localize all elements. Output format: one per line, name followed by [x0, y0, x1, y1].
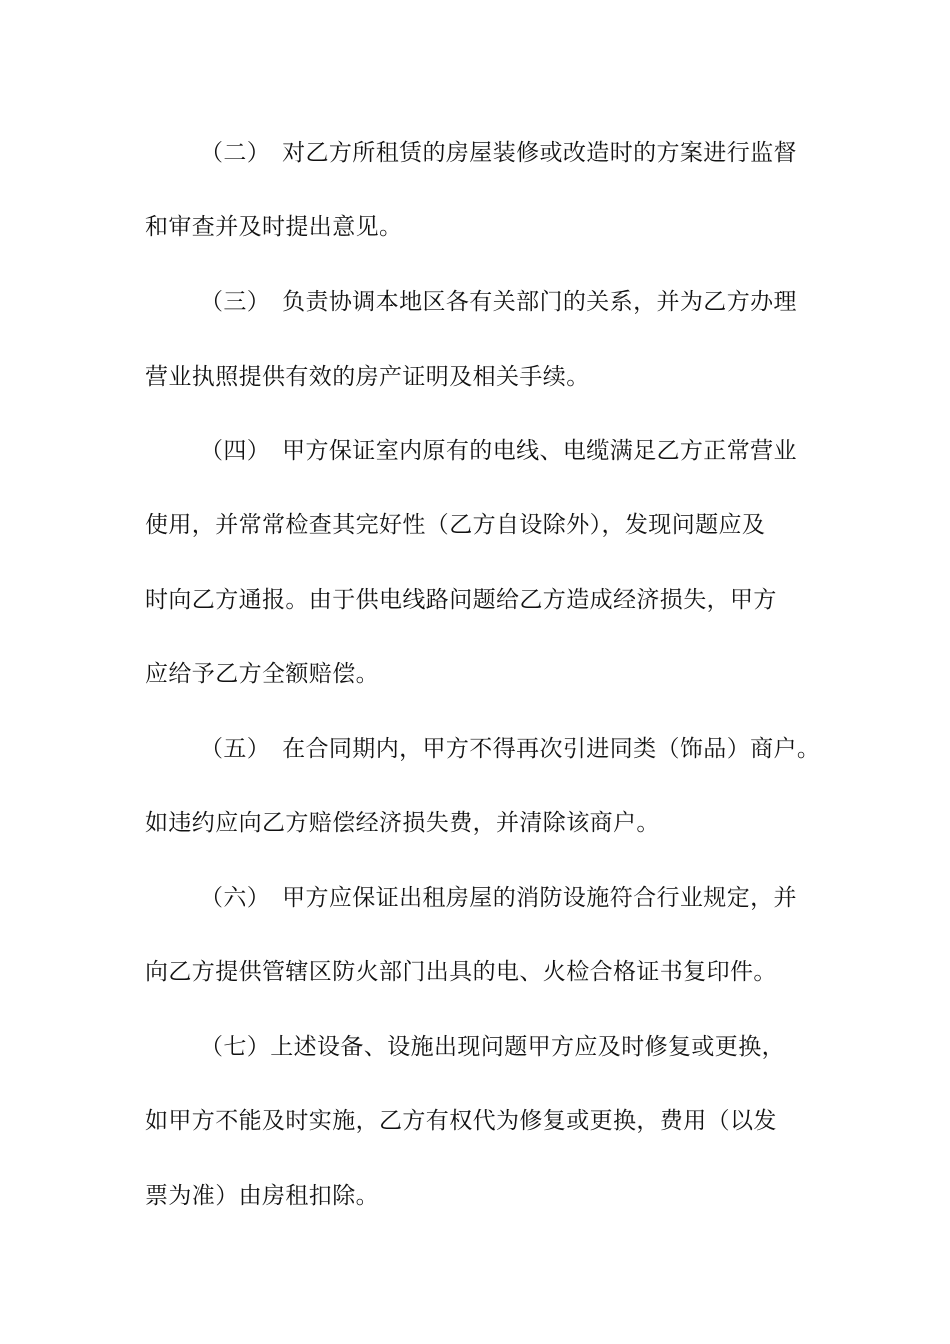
clause-5-line-2: 如违约应向乙方赔偿经济损失费，并清除该商户。	[145, 810, 660, 836]
clause-4-line-2: 使用，并常常检查其完好性（乙方自设除外），发现问题应及	[145, 512, 766, 538]
clause-6-line-1: （六） 甲方应保证出租房屋的消防设施符合行业规定，并	[200, 885, 797, 911]
clause-4-line-1: （四） 甲方保证室内原有的电线、电缆满足乙方正常营业	[200, 438, 797, 464]
clause-3-line-1: （三） 负责协调本地区各有关部门的关系，并为乙方办理	[200, 289, 797, 315]
clause-5-line-1: （五） 在合同期内，甲方不得再次引进同类（饰品）商户。	[200, 736, 821, 762]
clause-6-line-2: 向乙方提供管辖区防火部门出具的电、火检合格证书复印件。	[145, 959, 777, 985]
clause-3-line-2: 营业执照提供有效的房产证明及相关手续。	[145, 364, 590, 390]
clause-7-line-1: （七）上述设备、设施出现问题甲方应及时修复或更换，	[200, 1034, 785, 1060]
clause-2-line-2: 和审查并及时提出意见。	[145, 214, 403, 240]
clause-4-line-4: 应给予乙方全额赔偿。	[145, 661, 379, 687]
clause-7-line-3: 票为准）由房租扣除。	[145, 1183, 379, 1209]
clause-2-line-1: （二） 对乙方所租赁的房屋装修或改造时的方案进行监督	[200, 140, 797, 166]
clause-7-line-2: 如甲方不能及时实施，乙方有权代为修复或更换，费用（以发	[145, 1108, 777, 1134]
clause-4-line-3: 时向乙方通报。由于供电线路问题给乙方造成经济损失，甲方	[145, 587, 777, 613]
